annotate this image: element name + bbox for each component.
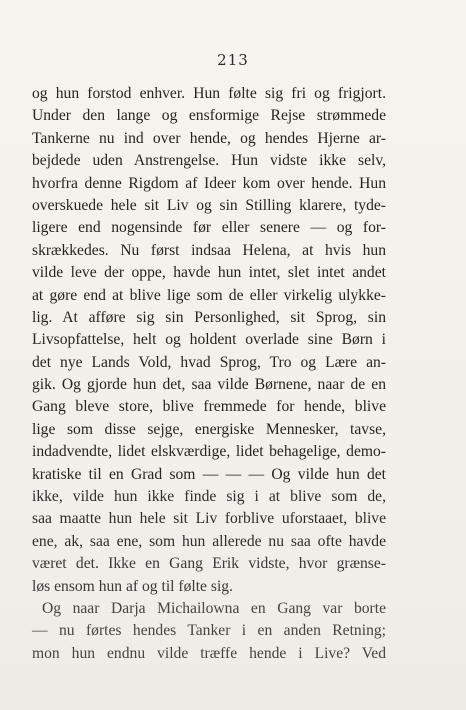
page-number: 213 [217,51,249,69]
text-line: ene, ak, saa ene, som hun allerede nu saa ofte havde [32,532,386,550]
text-line: — nu førtes hendes Tanker i en anden Retning; [32,622,386,640]
text-line: Livsopfattelse, helt og holdent overlade sine Børn i [32,331,386,349]
text-line: kratiske til en Grad som — — — Og vilde hun det [32,465,386,483]
text-line: været det. Ikke en Gang Erik vidste, hvor grænse- [32,555,386,573]
text-line: og hun forstod enhver. Hun følte sig fri og frigjort. [32,85,386,102]
text-line: Under den lange og ensformige Rejse strømmede [32,107,386,125]
text-line: indadvendte, lidet elskværdige, lidet behagelige, demo- [32,443,386,461]
text-line: mon hun endnu vilde træffe hende i Live? Ved [32,644,386,662]
text-line: lig. At afføre sig sin Personlighed, sit Sprog, sin [32,308,386,326]
text-line: skrækkedes. Nu først indsaa Helena, at hvis hun [32,241,386,259]
text-line: gik. Og gjorde hun det, saa vilde Børnene, naar de en [32,376,386,394]
text-line: at gøre end at blive lige som de eller virkelig ulykke- [32,286,386,304]
text-line: bejdede uden Anstrengelse. Hun vidste ikke selv, [32,152,386,170]
text-line: Gang bleve store, blive fremmede for hende, blive [32,398,386,416]
text-line: vilde leve der oppe, havde hun intet, slet intet andet [32,264,386,282]
text-line: Tankerne nu ind over hende, og hendes Hjerne ar- [32,129,386,147]
text-line: saa maatte hun hele sit Liv forblive uforstaaet, blive [32,510,386,528]
text-line: ligere end nogensinde før eller senere — og for- [32,219,386,237]
text-line: det nye Lands Vold, hvad Sprog, Tro og Lære an- [32,353,386,371]
paragraph-start-line: Og naar Darja Michailowna en Gang var borte [42,599,386,617]
text-line: hvorfra denne Rigdom af Ideer kom over hende. Hun [32,174,386,192]
text-line: ikke, vilde hun ikke finde sig i at blive som de, [32,488,386,506]
text-line: lige som disse sejge, energiske Mennesker, tavse, [32,420,386,438]
text-line: løs ensom hun af og til følte sig. [32,577,233,595]
body-text [32,83,386,665]
text-line: overskuede hele sit Liv og sin Stilling klarere, tyde- [32,196,386,214]
